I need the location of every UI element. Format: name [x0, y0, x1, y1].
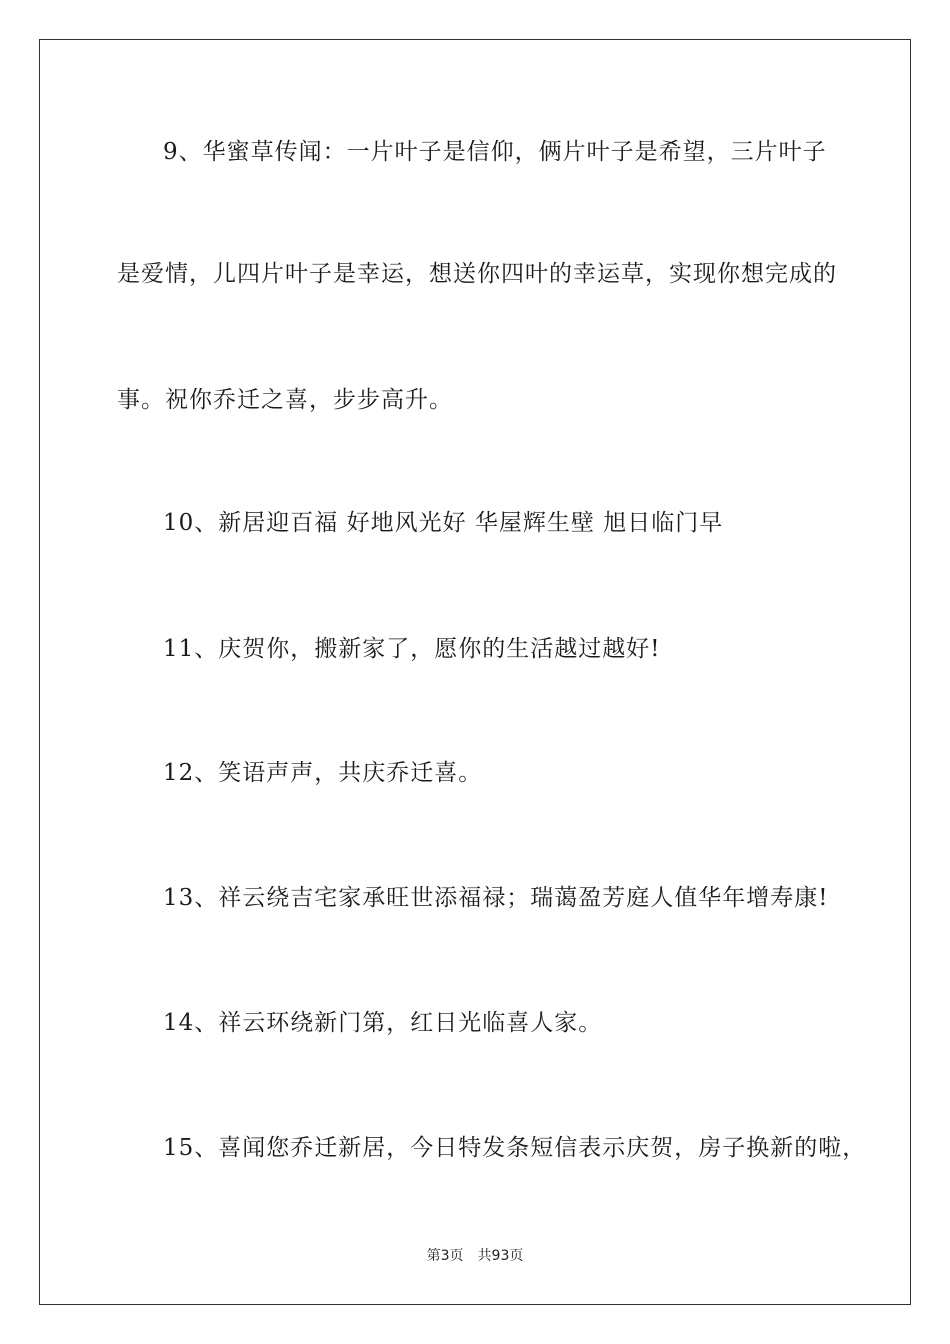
paragraph-9-line-1: 9、华蜜草传闻：一片叶子是信仰，俩片叶子是希望，三片叶子 — [163, 139, 827, 165]
paragraph-13: 13、祥云绕吉宅家承旺世添福禄；瑞蔼盈芳庭人值华年增寿康! — [163, 885, 829, 911]
page-footer — [0, 1247, 950, 1265]
page-number: 第3页 — [426, 1248, 464, 1264]
paragraph-10: 10、新居迎百福 好地风光好 华屋辉生壁 旭日临门早 — [163, 510, 724, 536]
paragraph-12: 12、笑语声声，共庆乔迁喜。 — [163, 760, 483, 786]
paragraph-9-line-2: 是爱情，儿四片叶子是幸运，想送你四叶的幸运草，实现你想完成的 — [117, 261, 837, 287]
page-total: 共93页 — [477, 1248, 524, 1264]
paragraph-14: 14、祥云环绕新门第，红日光临喜人家。 — [163, 1010, 603, 1036]
page-frame — [39, 39, 911, 1305]
paragraph-15-line-1: 15、喜闻您乔迁新居，今日特发条短信表示庆贺，房子换新的啦， — [163, 1135, 867, 1161]
paragraph-9-line-3: 事。祝你乔迁之喜，步步高升。 — [117, 387, 453, 413]
paragraph-11: 11、庆贺你，搬新家了，愿你的生活越过越好! — [163, 636, 661, 662]
